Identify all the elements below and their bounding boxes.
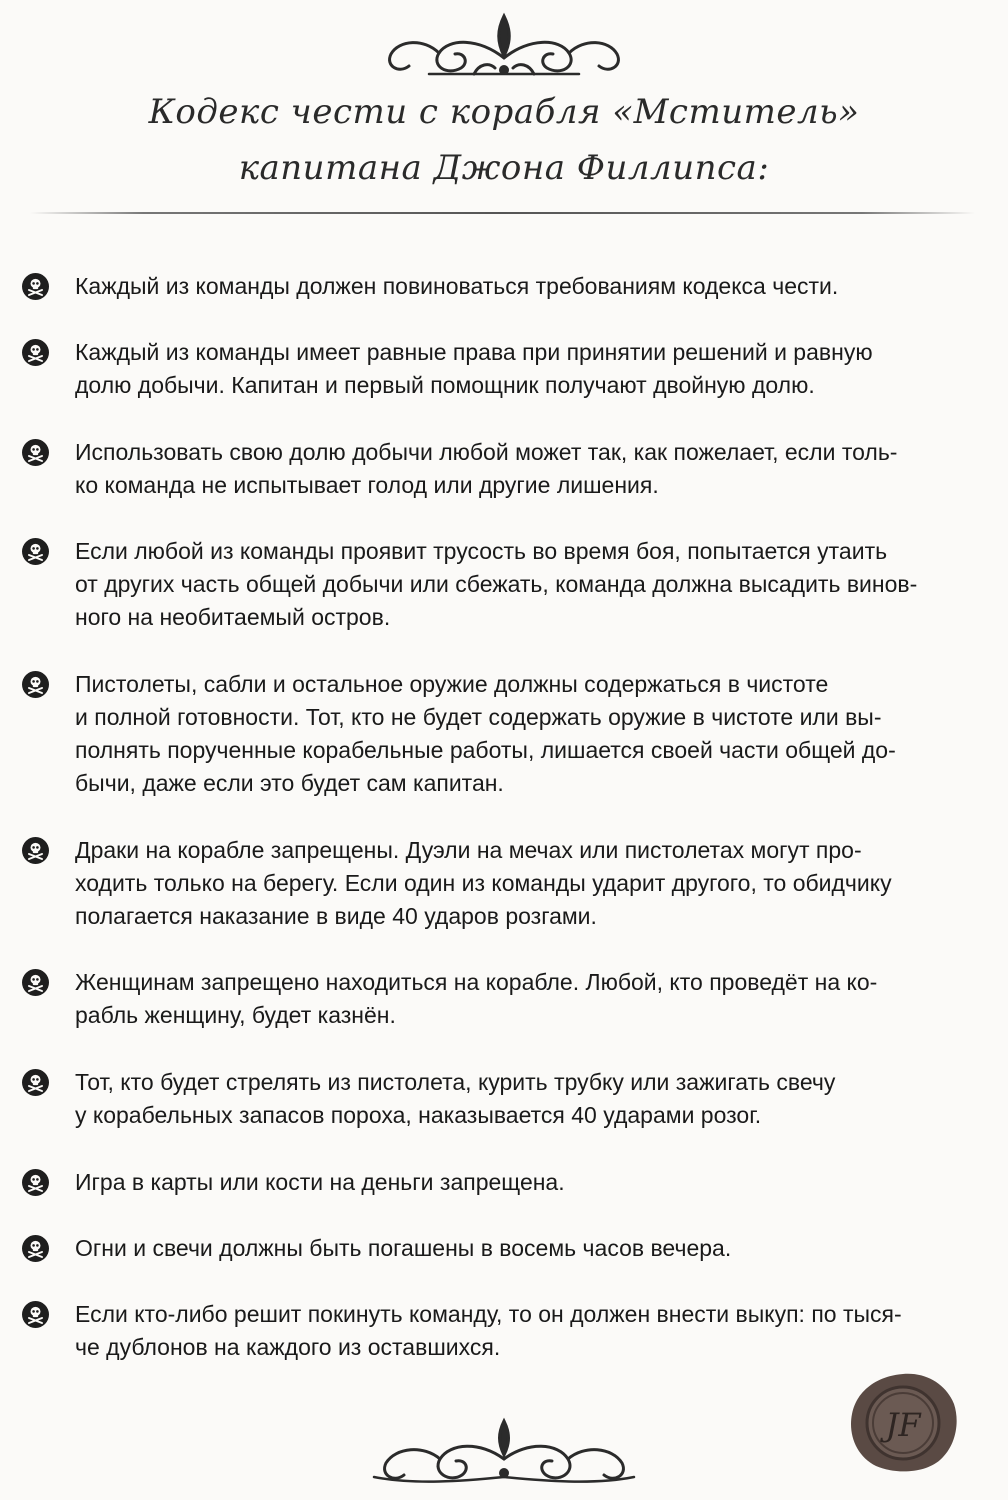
rule-text: Если кто-либо решит покинуть команду, то он должен внести выкуп: по тыся- че дублонов на каждого из оставшихся.	[75, 1301, 902, 1360]
rule-text: Каждый из команды должен повиноваться требованиям кодекса чести.	[75, 273, 839, 299]
ornament-bottom	[354, 1415, 654, 1495]
rule-text: Огни и свечи должны быть погашены в восемь часов вечера.	[75, 1235, 732, 1261]
title-line-1: Кодекс чести с корабля «Мститель»	[148, 92, 860, 132]
skull-and-crossbones-icon	[22, 1301, 49, 1328]
skull-and-crossbones-icon	[22, 339, 49, 366]
skull-and-crossbones-icon	[22, 969, 49, 996]
rule-text: Драки на корабле запрещены. Дуэли на мечах или пистолетах могут про- ходить только на берегу. Если один из команды ударит другого, то обидчику полагается наказание в виде 40 ударов розгами.	[75, 837, 892, 929]
skull-and-crossbones-icon	[22, 837, 49, 864]
rule-text: Каждый из команды имеет равные права при принятии решений и равную долю добычи. Капитан и первый помощник получают двойную долю.	[75, 339, 873, 398]
wax-seal-icon	[846, 1370, 960, 1474]
rule-text: Тот, кто будет стрелять из пистолета, курить трубку или зажигать свечу у корабельных запасов пороха, наказывается 40 ударами розог.	[75, 1069, 836, 1128]
skull-and-crossbones-icon	[22, 439, 49, 466]
rule-text: Игра в карты или кости на деньги запрещена.	[75, 1169, 565, 1195]
skull-and-crossbones-icon	[22, 1235, 49, 1262]
skull-and-crossbones-icon	[22, 1169, 49, 1196]
skull-and-crossbones-icon	[22, 538, 49, 565]
seal-monogram: JF	[885, 1406, 921, 1444]
rule-text: Женщинам запрещено находиться на корабле. Любой, кто проведёт на ко- рабль женщину, будет казнён.	[75, 969, 878, 1028]
skull-and-crossbones-icon	[22, 1069, 49, 1096]
skull-and-crossbones-icon	[22, 671, 49, 698]
rule-text: Если любой из команды проявит трусость во время боя, попытается утаить от других часть общей добычи или сбежать, команда должна высадить винов- ного на необитаемый остров.	[75, 538, 918, 630]
skull-and-crossbones-icon	[22, 273, 49, 300]
rule-text: Пистолеты, сабли и остальное оружие должны содержаться в чистоте и полной готовности. Тот, кто не будет содержать оружие в чистоте или вы- полнять порученные корабельные работы, лишается своей части общей до- бычи, даже если это будет сам капитан.	[75, 671, 896, 796]
rule-text: Использовать свою долю добычи любой может так, как пожелает, если толь- ко команда не испытывает голод или другие лишения.	[75, 439, 898, 498]
title-line-2: капитана Джона Филлипса:	[238, 148, 770, 188]
